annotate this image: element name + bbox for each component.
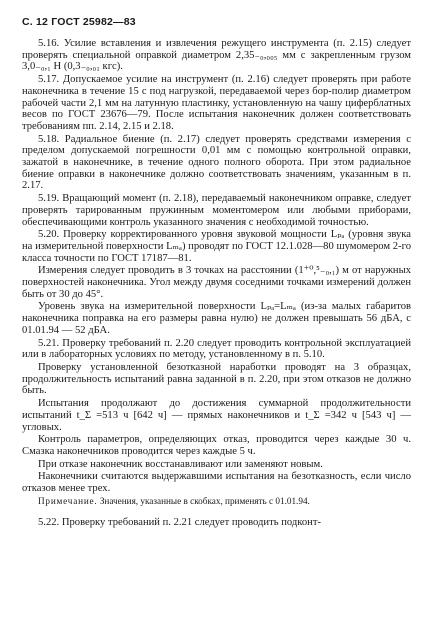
paragraph-control-intervals: Контроль параметров, определяющих отказ, проводится через каждые 30 ч. Смазка наконечников проводится через каждые 5 ч. bbox=[22, 434, 411, 457]
paragraph-5-21: 5.21. Проверку требований п. 2.20 следует проводить контрольной эксплуатацией или в лабораторных условиях по методу, установленному в п. 5.10. bbox=[22, 337, 411, 361]
paragraph-test-duration: Испытания продолжают до достижения суммарной продолжительности испытаний t_Σ =513 ч [642 ч] — прямых наконечников и t_Σ =342 ч [543 ч] — угловых. bbox=[22, 398, 411, 433]
paragraph-reliability-check: Проверку установленной безотказной наработки проводят на 3 образцах, продолжительность испытаний равна заданной в п. 2.20, при этом отказов не должно быть. bbox=[22, 361, 411, 397]
paragraph-failure-replacement: При отказе наконечник восстанавливают или заменяют новым. bbox=[38, 458, 323, 470]
paragraph-5-18: 5.18. Радиальное биение (п. 2.17) следует проверять средствами измерения с пределом допускаемой погрешности 0,01 мм с помощью контрольной оправки, зажатой в наконечнике, в течение одного полного оборота. При этом радиальное биение оправки в наконечнике должно соответствовать значениям, указанным в п. 2.17. bbox=[22, 133, 411, 192]
paragraph-5-20: 5.20. Проверку корректированного уровня звуковой мощности Lₚₐ (уровня звука на измерительной поверхности Lₘₐ) проводят по ГОСТ 12.1.028—80 шумомером 2-го класса точности по ГОСТ 17187—81. bbox=[22, 229, 411, 264]
note bbox=[22, 496, 411, 508]
document-body bbox=[22, 38, 411, 528]
paragraph-sound-level: Уровень звука на измерительной поверхности Lₚₐ=Lₘₐ (из-за малых габаритов наконечника поправка на его размеры равна нулю) не должен превышать 56 дБА, с 01.01.94 — 52 дБА. bbox=[22, 301, 411, 336]
paragraph-5-17: 5.17. Допускаемое усилие на инструмент (п. 2.16) следует проверять при работе наконечника в течение 15 с под нагрузкой, передаваемой через бор-полир диаметром рабочей части 2,1 мм на латунную пластинку, установленную на чашу циферблатных весов по ГОСТ 23676—79. После испытания наконечник должен соответствовать требованиям пп. 2.14, 2.15 и 2.18. bbox=[22, 74, 411, 132]
paragraph-5-16: 5.16. Усилие вставления и извлечения режущего инструмента (п. 2.15) следует проверять специальной оправкой диаметром 2,35₋₀,₀₀₅ мм с закрепленным грузом 3,0₋₀,₁ Н (0,3₋₀,₀₁ кгс). bbox=[22, 38, 411, 73]
paragraph-5-19: 5.19. Вращающий момент (п. 2.18), передаваемый наконечником оправке, следует проверять тарированным пружинным моментомером или любыми приборами, обеспечивающими контроль указанного значения с необходимой точностью. bbox=[22, 193, 411, 228]
note-label: Примечание. bbox=[38, 495, 98, 506]
note-text: Значения, указанные в скобках, применять с 01.01.94. bbox=[99, 495, 310, 506]
paragraph-acceptance: Наконечники считаются выдержавшими испытания на безотказность, если число отказов менее трех. bbox=[22, 471, 411, 495]
paragraph-5-22: 5.22. Проверку требований п. 2.21 следует проводить подконт- bbox=[38, 516, 321, 528]
page-header: С. 12 ГОСТ 25982—83 bbox=[22, 16, 136, 28]
paragraph-measurement-points: Измерения следует проводить в 3 точках на расстоянии (1⁺⁰,⁵₋₀,₁) м от наружных поверхностей наконечника. Угол между двумя соседними точками измерений должен быть от 30 до 45°. bbox=[22, 265, 411, 300]
